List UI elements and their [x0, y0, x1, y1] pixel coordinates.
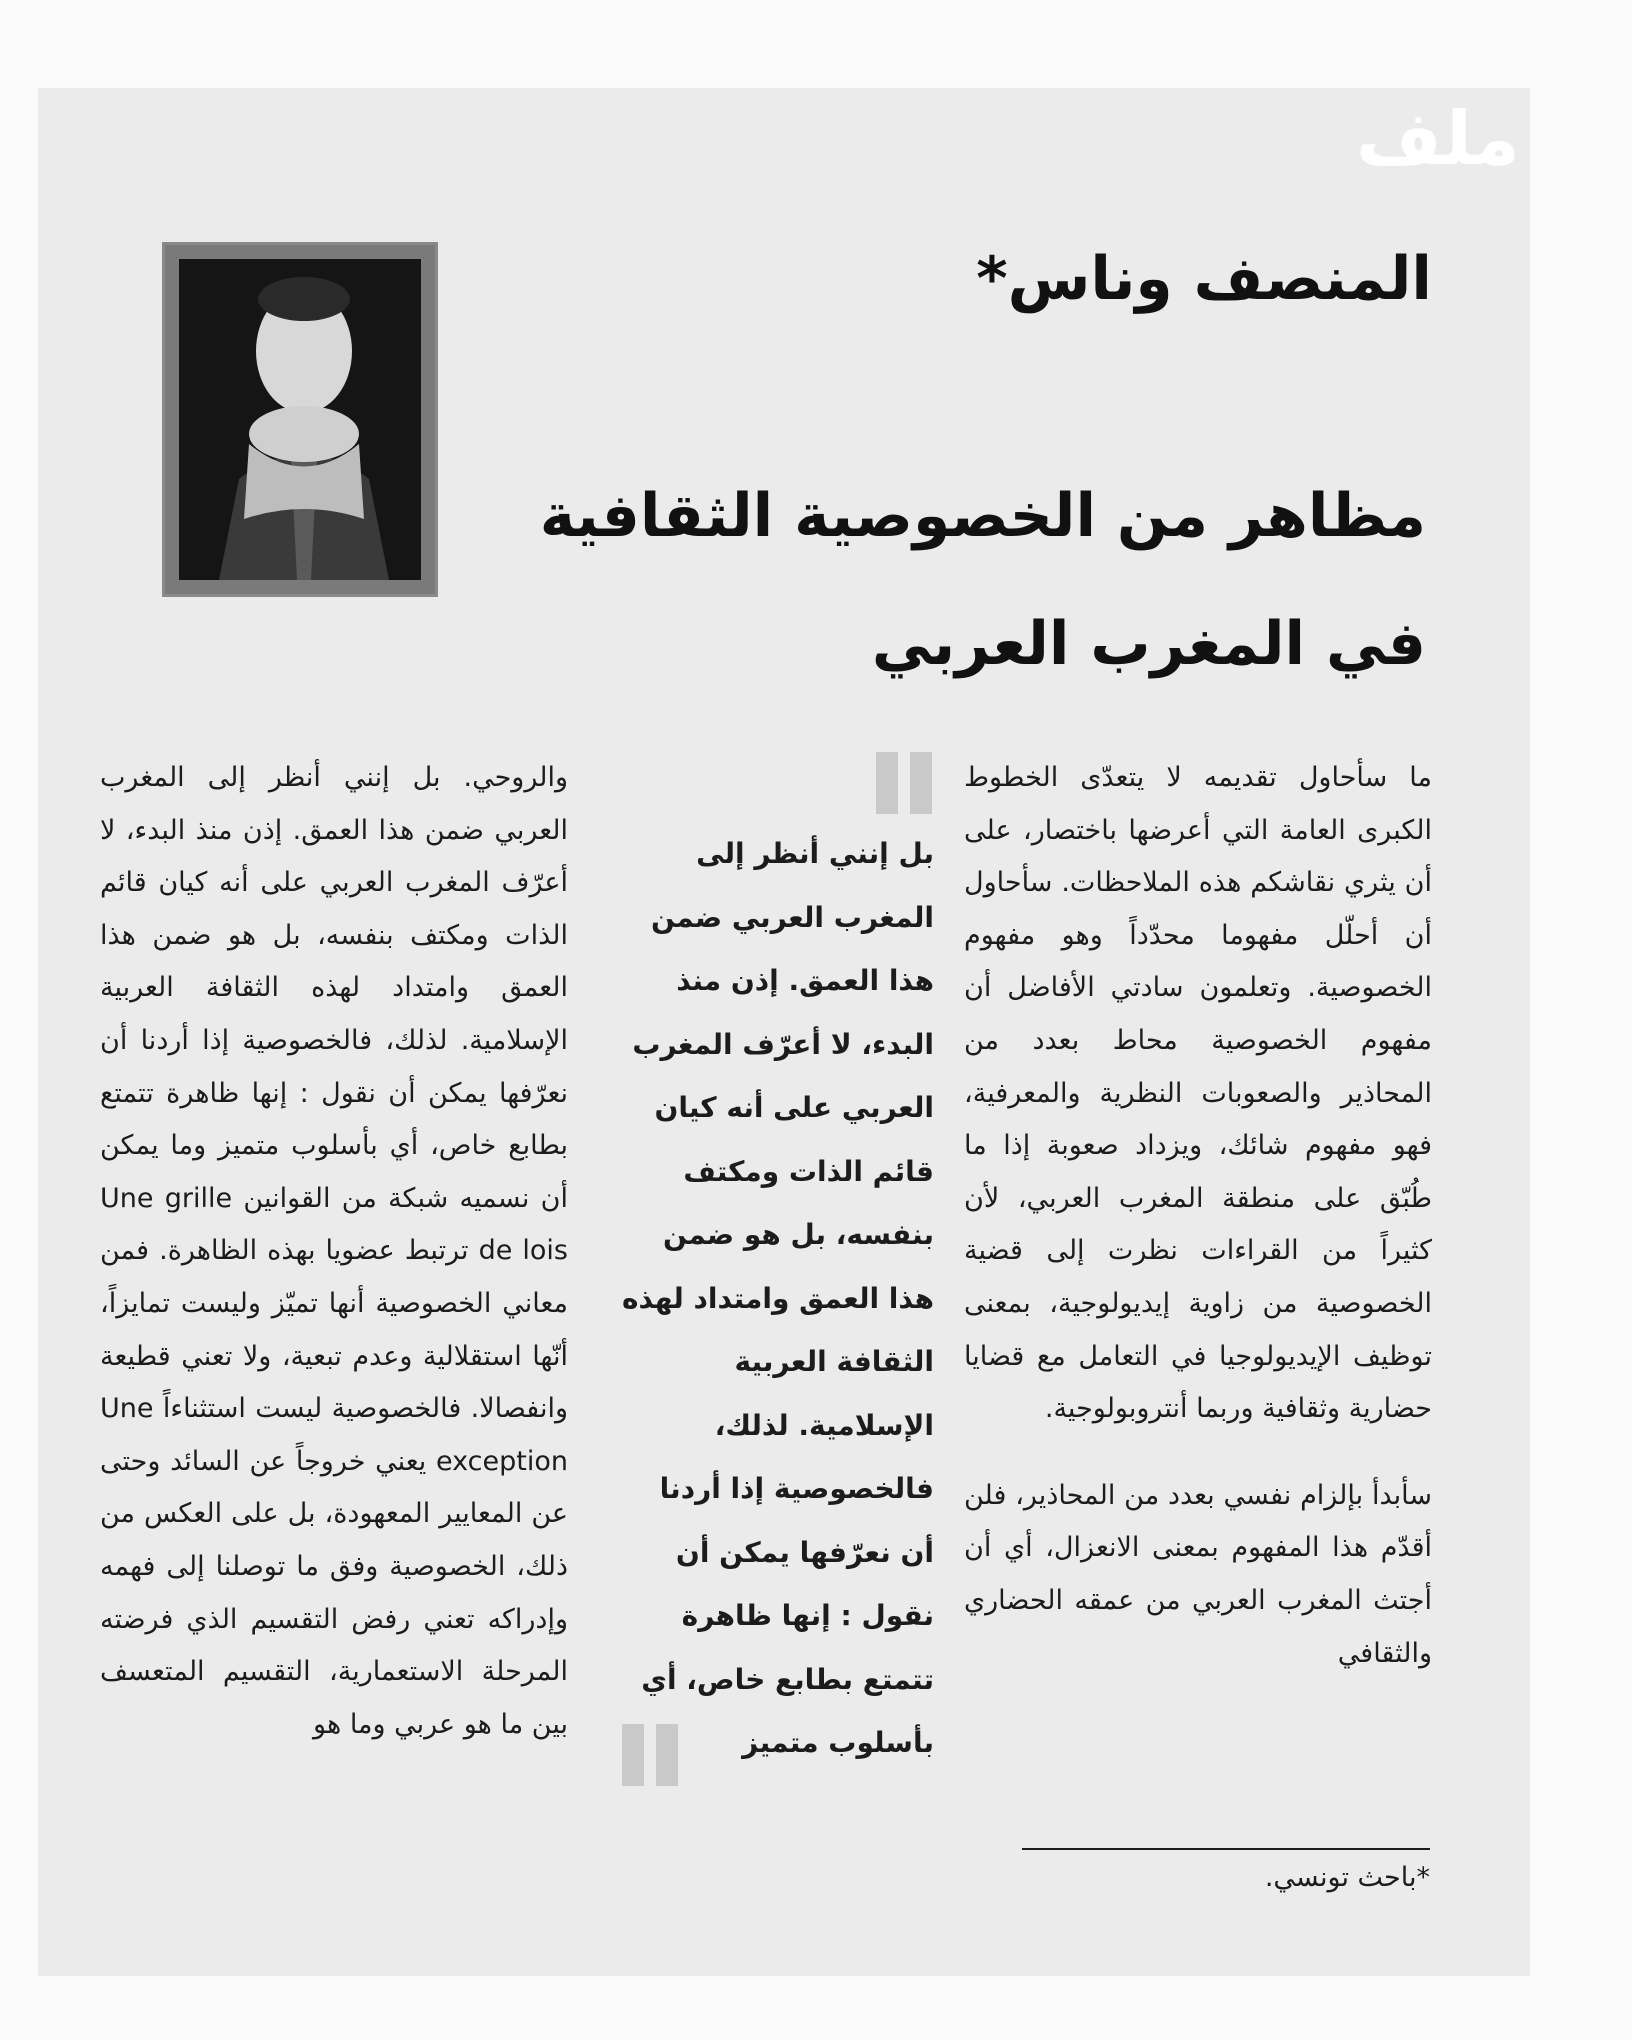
- article-title: [526, 452, 1426, 708]
- title-line-2: في المغرب العربي: [871, 609, 1426, 679]
- quote-open-icon: [876, 752, 934, 814]
- quote-close-icon: [622, 1724, 680, 1786]
- right-column: [964, 752, 1432, 1680]
- author-photo: [162, 242, 438, 597]
- portrait-illustration: [179, 259, 421, 580]
- section-tag: ملف: [1355, 96, 1520, 182]
- left-column: [100, 752, 568, 1751]
- title-line-1: مظاهر من الخصوصية الثقافية: [539, 481, 1426, 551]
- left-paragraph-1: والروحي. بل إنني أنظر إلى المغرب العربي ضمن هذا العمق. إذن منذ البدء، لا أعرّف المغرب العربي على أنه كيان قائم الذات ومكتف بنفسه، بل هو ضمن هذا العمق وامتداد لهذه الثقافة العربية الإسلامية. لذلك، فالخصوصية إذا أردنا أن نعرّفها يمكن أن نقول : إنها ظاهرة تتمتع بطابع خاص، أي بأسلوب متميز وما يمكن أن نسميه شبكة من القوانين Une grille de lois ترتبط عضويا بهذه الظاهرة. فمن معاني الخصوصية أنها تميّز وليست تمايزاً، أنّها استقلالية وعدم تبعية، ولا تعني قطيعة وانفصالا. فالخصوصية ليست استثناءاً Une exception يعني خروجاً عن السائد وحتى عن المعايير المعهودة، بل على العكس من ذلك، الخصوصية وفق ما توصلنا إلى فهمه وإدراكه تعني رفض التقسيم الذي فرضته المرحلة الاستعمارية، التقسيم المتعسف بين ما هو عربي وما هو: [100, 762, 569, 1740]
- pull-quote: بل إنني أنظر إلى المغرب العربي ضمن هذا العمق. إذن منذ البدء، لا أعرّف المغرب العربي على أنه كيان قائم الذات ومكتف بنفسه، بل هو ضمن هذا العمق وامتداد لهذه الثقافة العربية الإسلامية. لذلك، فالخصوصية إذا أردنا أن نعرّفها يمكن أن نقول : إنها ظاهرة تتمتع بطابع خاص، أي بأسلوب متميز: [622, 837, 934, 1759]
- footnote: *باحث تونسي.: [1264, 1862, 1430, 1893]
- right-paragraph-1: ما سأحاول تقديمه لا يتعدّى الخطوط الكبرى العامة التي أعرضها باختصار، على أن يثري نقاشكم هذه الملاحظات. سأحاول أن أحلّل مفهوما محدّداً وهو مفهوم الخصوصية. وتعلمون سادتي الأفاضل أن مفهوم الخصوصية محاط بعدد من المحاذير والصعوبات النظرية والمعرفية، فهو مفهوم شائك، ويزداد صعوبة إذا ما طُبّق على منطقة المغرب العربي، لأن كثيراً من القراءات نظرت إلى قضية الخصوصية من زاوية إيديولوجية، بمعنى توظيف الإيديولوجيا في التعامل مع قضايا حضارية وثقافية وربما أنتروبولوجية.: [964, 762, 1432, 1425]
- right-paragraph-2: سأبدأ بإلزام نفسي بعدد من المحاذير، فلن أقدّم هذا المفهوم بمعنى الانعزال، أي أن أجتث المغرب العربي من عمقه الحضاري والثقافي: [964, 1479, 1432, 1669]
- author-portrait-icon: [179, 259, 421, 580]
- footnote-divider: [1022, 1848, 1430, 1850]
- author-name: المنصف وناس*: [976, 244, 1432, 314]
